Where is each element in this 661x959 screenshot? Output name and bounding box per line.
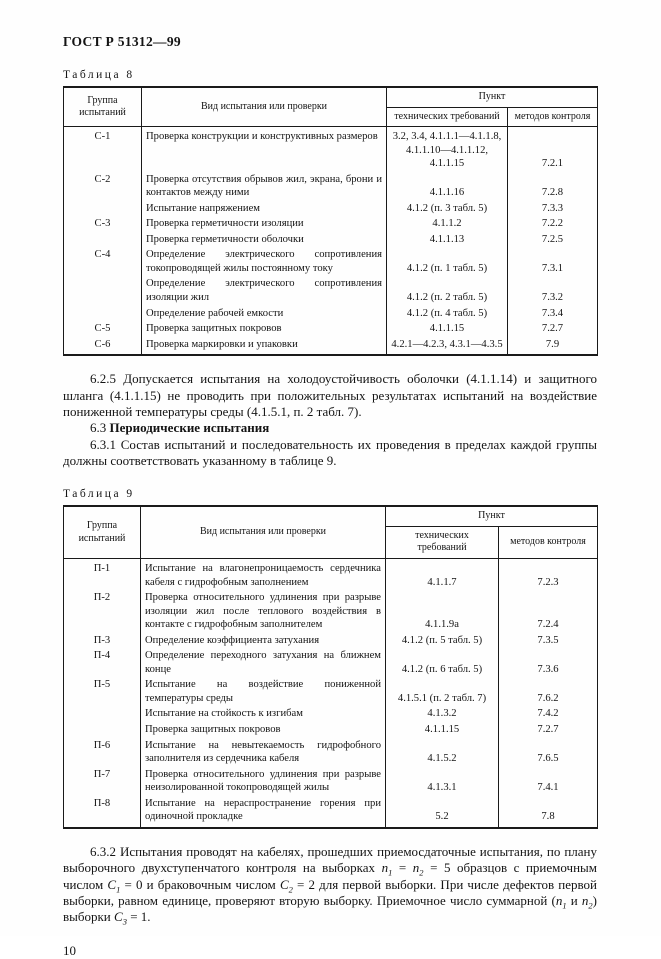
table-row: [64, 738, 598, 767]
control-cell: 7.6.5: [499, 738, 598, 767]
control-cell: 7.2.4: [499, 590, 598, 633]
control-cell: 7.3.2: [508, 276, 598, 305]
test-cell: Проверка относительного удлинения при разрыве неизолированной токопроводящей жилы: [141, 767, 386, 796]
test-cell: Проверка герметичности изоляции: [142, 216, 387, 232]
table9-header-group: Группа испытаний: [64, 506, 141, 558]
tech-cell: 4.1.1.13: [387, 232, 508, 248]
group-cell: [64, 306, 142, 322]
var-c3: $C_3$: [114, 909, 127, 927]
tech-cell: 4.1.1.9а: [386, 590, 499, 633]
group-cell: С-5: [64, 321, 142, 337]
control-cell: 7.6.2: [499, 677, 598, 706]
control-cell: 7.2.7: [508, 321, 598, 337]
tech-cell: 4.2.1—4.2.3, 4.3.1—4.3.5: [387, 337, 508, 356]
group-cell: [64, 722, 141, 738]
p632-text-5: = 2 для первой выборки. При числе дефектов первой выборки, равном единице, проверяют вторую выборку. Приемочное число суммарной (: [63, 876, 598, 908]
tech-cell: 4.1.1.15: [386, 722, 499, 738]
test-cell: Определение переходного затухания на ближнем конце: [141, 648, 386, 677]
control-cell: 7.3.1: [508, 247, 598, 276]
test-cell: Проверка относительного удлинения при разрыве изоляции жил после теплового воздействия в контакте с гидрофобным заполнителем: [141, 590, 386, 633]
tech-cell: 4.1.2 (п. 3 табл. 5): [387, 201, 508, 217]
p632-text-3: = 5 образцов с приемочным числом: [63, 860, 597, 892]
test-cell: Проверка защитных покровов: [141, 722, 386, 738]
p632-text-7: ) выборки: [63, 892, 597, 925]
control-cell: 7.3.3: [508, 201, 598, 217]
control-cell: 7.4.1: [499, 767, 598, 796]
table-row: [64, 677, 598, 706]
group-cell: П-2: [64, 590, 141, 633]
table-row: [64, 216, 598, 232]
group-cell: [64, 276, 142, 305]
group-cell: С-6: [64, 337, 142, 356]
control-cell: 7.2.1: [508, 127, 598, 172]
test-cell: Определение электрического сопротивления изоляции жил: [142, 276, 387, 305]
control-cell: 7.2.5: [508, 232, 598, 248]
control-cell: 7.2.2: [508, 216, 598, 232]
group-cell: [64, 232, 142, 248]
tech-cell: 4.1.2 (п. 5 табл. 5): [386, 633, 499, 649]
table8-body: [64, 127, 598, 356]
group-cell: П-6: [64, 738, 141, 767]
var-c1: $C_1$: [107, 876, 121, 895]
tech-cell: 4.1.1.2: [387, 216, 508, 232]
group-cell: П-1: [64, 558, 141, 590]
tech-cell: 4.1.5.2: [386, 738, 499, 767]
table8-header-group: Группа испытаний: [64, 87, 142, 127]
test-cell: Испытание напряжением: [142, 201, 387, 217]
test-cell: Определение электрического сопротивления токопроводящей жилы постоянному току: [142, 247, 387, 276]
heading-6-3: [63, 420, 597, 436]
table-row: [64, 127, 598, 172]
test-cell: Проверка герметичности оболочки: [142, 232, 387, 248]
page-content: [63, 34, 597, 959]
table-row: [64, 590, 598, 633]
tech-cell: 3.2, 3.4, 4.1.1.1—4.1.1.8, 4.1.1.10—4.1.1.12, 4.1.1.15: [387, 127, 508, 172]
table-row: [64, 172, 598, 201]
control-cell: 7.3.5: [499, 633, 598, 649]
tech-cell: 5.2: [386, 796, 499, 828]
test-cell: Проверка отсутствия обрывов жил, экрана, брони и контактов между ними: [142, 172, 387, 201]
control-cell: 7.2.7: [499, 722, 598, 738]
table-row: [64, 201, 598, 217]
table-row: [64, 558, 598, 590]
table-row: [64, 767, 598, 796]
test-cell: Проверка конструкции и конструктивных размеров: [142, 127, 387, 172]
table8-label: Таблица 8: [63, 69, 135, 81]
table8-header-control: методов контроля: [508, 107, 598, 127]
var-n1: $n_1$: [381, 860, 393, 878]
tech-cell: 4.1.1.15: [387, 321, 508, 337]
control-cell: 7.2.3: [499, 558, 598, 590]
var-n2b: $n_2$: [581, 892, 593, 911]
table9-header: [64, 506, 598, 558]
control-cell: 7.4.2: [499, 706, 598, 722]
test-cell: Определение коэффициента затухания: [141, 633, 386, 649]
group-cell: С-1: [64, 127, 142, 172]
test-cell: Испытание на нераспространение горения при одиночной прокладке: [141, 796, 386, 828]
table8-header-punkt: Пункт: [387, 87, 598, 107]
group-cell: П-3: [64, 633, 141, 649]
group-cell: П-7: [64, 767, 141, 796]
table8-header-tech: технических требований: [387, 107, 508, 127]
test-cell: Испытание на стойкость к изгибам: [141, 706, 386, 722]
table9: [63, 505, 598, 828]
page-number: 10: [63, 942, 76, 958]
table-row: [64, 706, 598, 722]
paragraph-6-3-1: 6.3.1 Состав испытаний и последовательность их проведения в пределах каждой группы должны соответствовать указанному в таблице 9.: [63, 436, 597, 469]
tech-cell: 4.1.1.7: [386, 558, 499, 590]
paragraph-6-2-5: 6.2.5 Допускается испытания на холодоустойчивость оболочки (4.1.1.14) и защитного шланга (4.1.1.15) не проводить при положительных результатах испытаний на воздействие пониженной температуры среды (4.1.5.1, п. 2 табл. 7).: [63, 371, 597, 419]
document-number: ГОСТ Р 51312—99: [63, 34, 181, 49]
test-cell: Испытание на влагонепроницаемость сердечника кабеля с гидрофобным заполнением: [141, 558, 386, 590]
control-cell: 7.8: [499, 796, 598, 828]
table8-header-test: Вид испытания или проверки: [142, 87, 387, 127]
var-c2: $C_2$: [279, 876, 293, 895]
p632-text-8: = 1.: [126, 909, 151, 925]
table-row: [64, 796, 598, 828]
test-cell: Определение рабочей емкости: [142, 306, 387, 322]
test-cell: Испытание на воздействие пониженной температуры среды: [141, 677, 386, 706]
group-cell: П-8: [64, 796, 141, 828]
table9-body: [64, 558, 598, 827]
p632-text-4: = 0 и браковочным числом: [120, 876, 280, 892]
paragraph-6-3-2: [63, 844, 597, 926]
group-cell: С-4: [64, 247, 142, 276]
tech-cell: 4.1.2 (п. 2 табл. 5): [387, 276, 508, 305]
table-row: [64, 633, 598, 649]
table-row: [64, 648, 598, 677]
group-cell: С-3: [64, 216, 142, 232]
table-row: [64, 306, 598, 322]
tech-cell: 4.1.2 (п. 1 табл. 5): [387, 247, 508, 276]
tech-cell: 4.1.3.2: [386, 706, 499, 722]
tech-cell: 4.1.1.16: [387, 172, 508, 201]
table-row: [64, 276, 598, 305]
table-row: [64, 337, 598, 356]
control-cell: 7.9: [508, 337, 598, 356]
table-row: [64, 247, 598, 276]
table8-header: [64, 87, 598, 127]
group-cell: С-2: [64, 172, 142, 201]
table8: [63, 86, 598, 356]
table9-header-control: методов контроля: [499, 526, 598, 558]
tech-cell: 4.1.2 (п. 4 табл. 5): [387, 306, 508, 322]
table9-header-punkt: Пункт: [386, 506, 598, 526]
test-cell: Проверка защитных покровов: [142, 321, 387, 337]
heading-6-3-title: Периодические испытания: [109, 420, 270, 436]
tech-cell: 4.1.5.1 (п. 2 табл. 7): [386, 677, 499, 706]
table9-header-tech: технических требований: [386, 526, 499, 558]
table9-header-test: Вид испытания или проверки: [141, 506, 386, 558]
var-n1b: $n_1$: [555, 892, 567, 911]
var-n2: $n_2$: [412, 860, 424, 878]
group-cell: П-5: [64, 677, 141, 706]
p632-text-2: =: [392, 860, 413, 876]
control-cell: 7.2.8: [508, 172, 598, 201]
control-cell: 7.3.6: [499, 648, 598, 677]
tech-cell: 4.1.3.1: [386, 767, 499, 796]
table9-label: Таблица 9: [63, 488, 135, 501]
test-cell: Проверка маркировки и упаковки: [142, 337, 387, 356]
table-row: [64, 321, 598, 337]
tech-cell: 4.1.2 (п. 6 табл. 5): [386, 648, 499, 677]
heading-6-3-number: 6.3: [90, 420, 107, 436]
table-row: [64, 722, 598, 738]
group-cell: П-4: [64, 648, 141, 677]
group-cell: [64, 201, 142, 217]
control-cell: 7.3.4: [508, 306, 598, 322]
p632-text-1: 6.3.2 Испытания проводят на кабелях, прошедших приемосдаточные испытания, по плану выборочного двухступенчатого контроля на выборках: [63, 843, 597, 876]
group-cell: [64, 706, 141, 722]
table-row: [64, 232, 598, 248]
p632-text-6: и: [566, 892, 582, 908]
test-cell: Испытание на невытекаемость гидрофобного заполнителя из сердечника кабеля: [141, 738, 386, 767]
